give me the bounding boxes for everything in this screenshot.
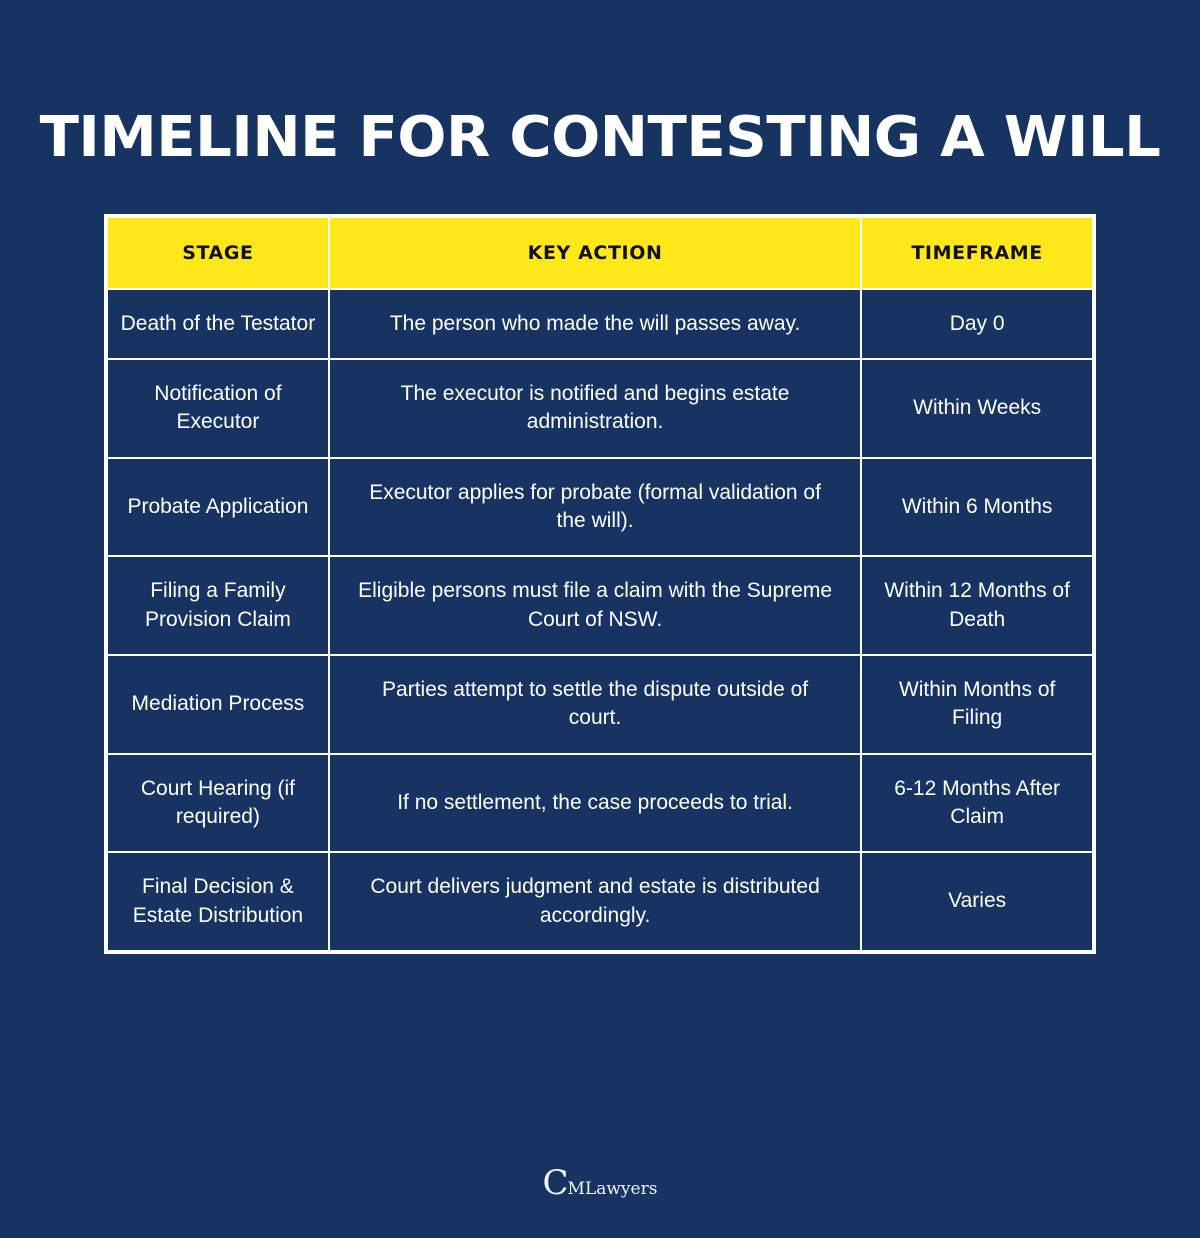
cell-stage: Court Hearing (if required) (107, 754, 329, 853)
cell-key-action: Court delivers judgment and estate is distributed accordingly. (329, 852, 861, 951)
column-header-key-action: KEY ACTION (329, 217, 861, 289)
logo-wordmark: MLawyers (567, 1178, 658, 1199)
table-header-row (107, 217, 1093, 289)
table-row (107, 655, 1093, 754)
cell-timeframe: Within Weeks (861, 359, 1093, 458)
cell-timeframe: Within 6 Months (861, 458, 1093, 557)
cell-key-action: The person who made the will passes away. (329, 289, 861, 359)
footer (0, 1162, 1200, 1203)
timeline-table-container (104, 214, 1096, 954)
infographic-page (0, 38, 1200, 1238)
cell-stage: Final Decision & Estate Distribution (107, 852, 329, 951)
table-header (107, 217, 1093, 289)
cell-timeframe: 6-12 Months After Claim (861, 754, 1093, 853)
timeline-table (106, 216, 1094, 952)
column-header-stage: STAGE (107, 217, 329, 289)
table-row (107, 359, 1093, 458)
cell-stage: Death of the Testator (107, 289, 329, 359)
cell-stage: Filing a Family Provision Claim (107, 556, 329, 655)
logo-monogram-icon: C (542, 1162, 567, 1203)
table-row (107, 289, 1093, 359)
brand-logo (542, 1162, 658, 1203)
cell-key-action: The executor is notified and begins estate administration. (329, 359, 861, 458)
table-row (107, 852, 1093, 951)
table-row (107, 556, 1093, 655)
table-row (107, 458, 1093, 557)
table-row (107, 754, 1093, 853)
cell-stage: Mediation Process (107, 655, 329, 754)
cell-key-action: If no settlement, the case proceeds to trial. (329, 754, 861, 853)
cell-key-action: Eligible persons must file a claim with the Supreme Court of NSW. (329, 556, 861, 655)
cell-timeframe: Day 0 (861, 289, 1093, 359)
column-header-timeframe: TIMEFRAME (861, 217, 1093, 289)
table-body (107, 289, 1093, 951)
cell-stage: Notification of Executor (107, 359, 329, 458)
cell-timeframe: Within 12 Months of Death (861, 556, 1093, 655)
cell-stage: Probate Application (107, 458, 329, 557)
cell-timeframe: Varies (861, 852, 1093, 951)
cell-key-action: Executor applies for probate (formal validation of the will). (329, 458, 861, 557)
cell-key-action: Parties attempt to settle the dispute outside of court. (329, 655, 861, 754)
page-title: TIMELINE FOR CONTESTING A WILL (39, 104, 1161, 170)
cell-timeframe: Within Months of Filing (861, 655, 1093, 754)
